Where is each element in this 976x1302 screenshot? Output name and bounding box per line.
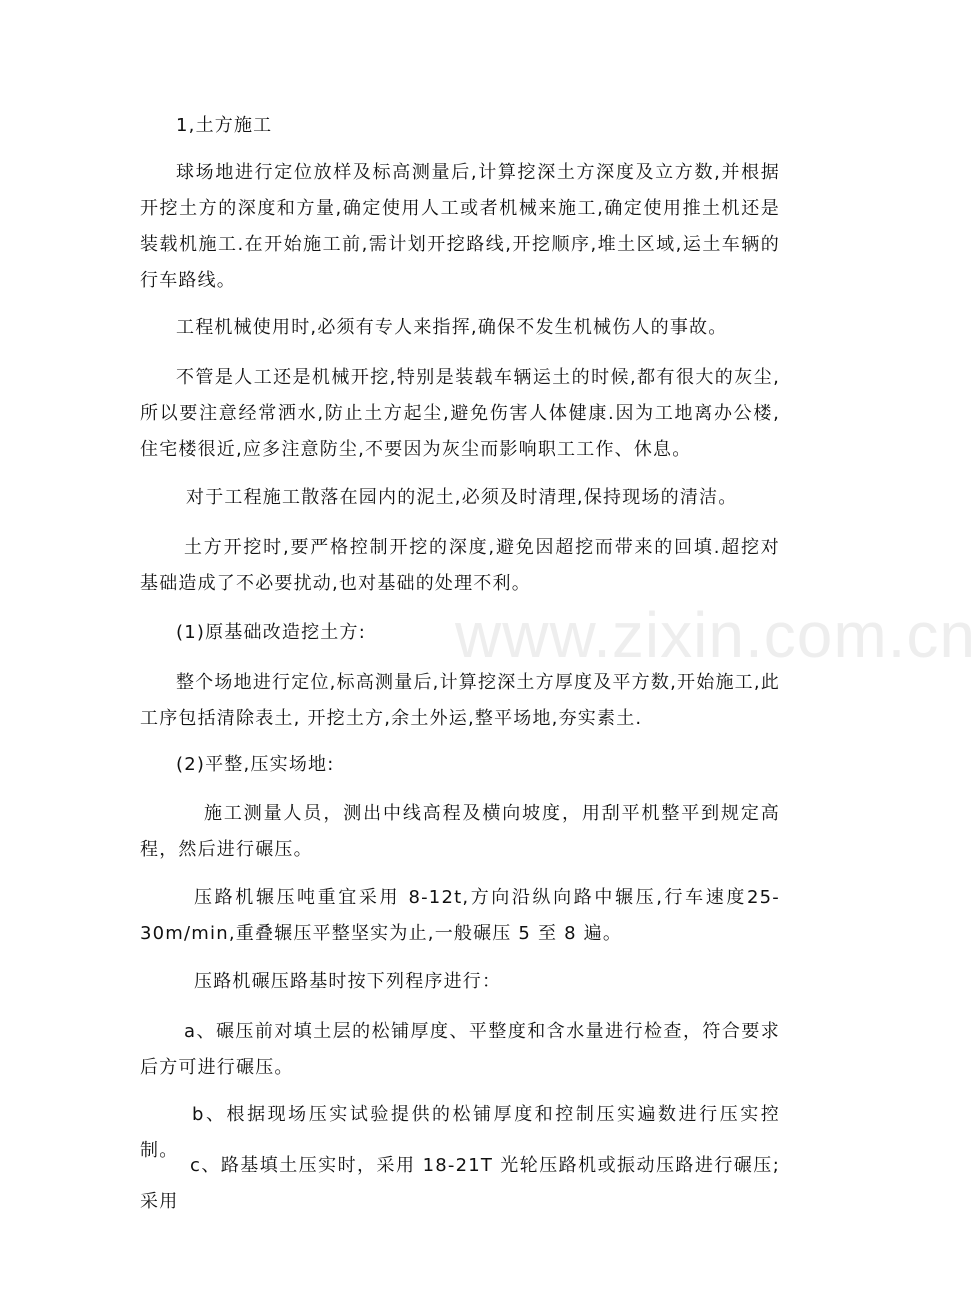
paragraph-4: 对于工程施工散落在园内的泥土,必须及时清理,保持现场的清洁。 (186, 487, 738, 508)
paragraph-10: 压路机辗压吨重宜采用 8-12t,方向沿纵向路中辗压,行车速度25-30m/min,重叠辗压平整坚实为止,一般碾压 5 至 8 遍。 (140, 887, 780, 944)
paragraph-11: 压路机碾压路基时按下列程序进行： (194, 971, 502, 992)
paragraph-6: (1)原基础改造挖土方: (176, 622, 366, 643)
paragraph-9: 施工测量人员，测出中线高程及横向坡度，用刮平机整平到规定高程，然后进行碾压。 (140, 803, 780, 860)
section-heading: 1,土方施工 (176, 115, 273, 136)
paragraph-13: b、根据现场压实试验提供的松铺厚度和控制压实遍数进行压实控制。 (140, 1104, 780, 1161)
paragraph-8: (2)平整,压实场地: (176, 754, 335, 775)
paragraph-5: 土方开挖时,要严格控制开挖的深度,避免因超挖而带来的回填.超挖对基础造成了不必要扰动,也对基础的处理不利。 (140, 537, 780, 594)
paragraph-2: 工程机械使用时,必须有专人来指挥,确保不发生机械伤人的事故。 (176, 317, 728, 338)
paragraph-7: 整个场地进行定位,标高测量后,计算挖深土方厚度及平方数,开始施工,此工序包括清除表土, 开挖土方,余土外运,整平场地,夯实素土. (140, 672, 780, 729)
paragraph-12: a、碾压前对填土层的松铺厚度、平整度和含水量进行检查，符合要求后方可进行碾压。 (140, 1021, 780, 1078)
paragraph-14: c、路基填土压实时，采用 18-21T 光轮压路机或振动压路进行碾压; 采用 (140, 1155, 780, 1212)
paragraph-3: 不管是人工还是机械开挖,特别是装载车辆运土的时候,都有很大的灰尘,所以要注意经常洒水,防止土方起尘,避免伤害人体健康.因为工地离办公楼,住宅楼很近,应多注意防尘,不要因为灰尘而影响职工工作、休息。 (140, 367, 780, 460)
paragraph-1: 球场地进行定位放样及标高测量后,计算挖深土方深度及立方数,并根据开挖土方的深度和方量,确定使用人工或者机械来施工,确定使用推土机还是装载机施工.在开始施工前,需计划开挖路线,开挖顺序,堆土区域,运土车辆的行车路线。 (140, 162, 780, 291)
watermark-text: www.zixin.com.cn (455, 599, 976, 671)
